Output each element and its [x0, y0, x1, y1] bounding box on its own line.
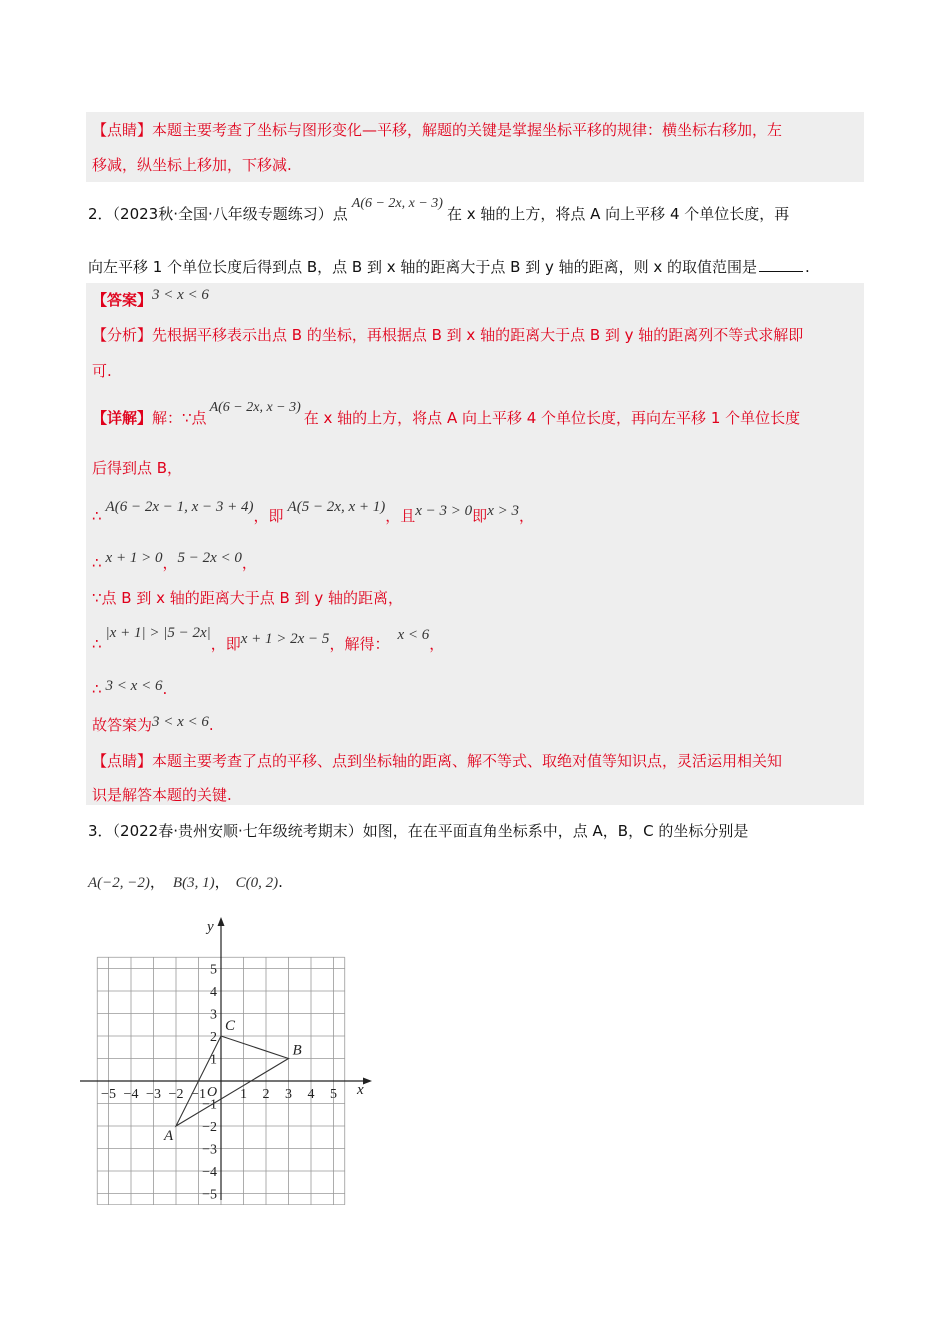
comma: ， — [149, 873, 165, 891]
x-tick-label: 2 — [262, 1087, 270, 1102]
origin-label: O — [207, 1085, 218, 1100]
answer-tag: 【答案】 — [92, 291, 153, 309]
question-number: 2． — [88, 205, 113, 223]
question-text: 在 x 轴的上方，将点 A 向上平移 4 个单位长度，再 — [446, 205, 790, 223]
text-qie: ，且 — [385, 507, 416, 525]
analysis-line-2: 可. — [92, 362, 112, 380]
point-label-a: A — [164, 1128, 174, 1144]
y-axis-label: y — [207, 919, 214, 935]
analysis-line-1: 【分析】先根据平移表示出点 B 的坐标，再根据点 B 到 x 轴的距离大于点 B 到 y 轴的距离列不等式求解即 — [92, 326, 804, 344]
therefore-symbol: ∴ — [92, 680, 102, 698]
final-answer-text: 故答案为 — [92, 716, 153, 734]
tick-labels — [101, 963, 337, 1203]
step-signs — [92, 552, 257, 573]
key-point-line-2: 识是解答本题的关键. — [92, 786, 232, 804]
coord-b: B(3, 1) — [172, 875, 215, 891]
detail-text-2: 在 x 轴的上方，将点 A 向上平移 4 个单位长度，再向左平移 1 个单位长度 — [303, 409, 801, 427]
expr-x-lt-6: x < 6 — [397, 627, 430, 643]
point-label-b: B — [292, 1042, 302, 1059]
x-tick-label: −2 — [168, 1087, 184, 1102]
answer-line — [92, 289, 209, 310]
step-condition: ∵点 B 到 x 轴的距离大于点 B 到 y 轴的距离， — [92, 589, 404, 607]
solution-box — [86, 283, 864, 805]
step-solve — [92, 625, 445, 654]
question-3-line-1: 3．（2022春·贵州安顺·七年级统考期末）如图，在在平面直角坐标系中，点 A，B，C 的坐标分别是 — [88, 822, 749, 840]
point-label-c: C — [225, 1018, 236, 1034]
question-text-2: 向左平移 1 个单位长度后得到点 B，点 B 到 x 轴的距离大于点 B 到 y 轴的距离，则 x 的取值范围是 — [88, 258, 758, 276]
x-tick-label: −5 — [101, 1087, 116, 1102]
question-2-line-2 — [88, 256, 810, 277]
question-source: （2023秋·全国·八年级专题练习）点 — [112, 205, 348, 223]
detail-point-expression: A(6 − 2x, x − 3) — [209, 400, 301, 415]
key-point-line-1: 【点睛】本题主要考查了坐标与图形变化—平移，解题的关键是掌握坐标平移的规律：横坐标右移加，左 — [92, 121, 783, 139]
y-tick-label: −2 — [202, 1120, 217, 1135]
comma: ， — [162, 554, 178, 572]
comma: ， — [429, 635, 445, 653]
text-solve: ，解得： — [329, 635, 390, 653]
detail-tag: 【详解】 — [92, 409, 153, 427]
point-a-expression: A(6 − 2x, x − 3) — [351, 196, 443, 211]
x-tick-label: −3 — [146, 1087, 161, 1102]
detail-line-1 — [92, 400, 801, 428]
y-tick-label: 3 — [210, 1007, 217, 1023]
expr-range: 3 < x < 6 — [105, 678, 163, 694]
coordinate-graph — [80, 915, 380, 1205]
y-tick-label: 1 — [210, 1052, 217, 1068]
expr-condition: x − 3 > 0 — [415, 503, 473, 519]
therefore-symbol: ∴ — [92, 635, 102, 653]
x-axis-arrow — [363, 1078, 372, 1085]
comma: ， — [518, 507, 534, 525]
y-tick-label: 5 — [210, 962, 217, 978]
period: . — [805, 258, 810, 276]
answer-blank[interactable] — [759, 271, 803, 272]
therefore-symbol: ∴ — [92, 554, 102, 572]
period: . — [208, 716, 214, 734]
y-tick-label: −3 — [202, 1142, 217, 1158]
final-answer-expr: 3 < x < 6 — [152, 714, 209, 730]
text-ji: ，即 — [253, 507, 284, 525]
x-tick-label: −4 — [123, 1087, 139, 1102]
question-2-line-1 — [88, 196, 790, 224]
y-tick-label: 4 — [210, 985, 217, 1000]
period: . — [278, 873, 283, 891]
y-tick-label: −4 — [202, 1165, 217, 1180]
x-tick-label: 3 — [285, 1087, 292, 1102]
key-point-line-2: 移减，纵坐标上移加，下移减. — [92, 156, 292, 174]
coord-a: A(−2, −2) — [88, 875, 150, 891]
detail-line-2: 后得到点 B， — [92, 459, 183, 477]
detail-text: 解：∵点 — [152, 409, 207, 427]
y-tick-label: −5 — [202, 1187, 217, 1203]
step-translation — [92, 499, 534, 526]
comma: ， — [241, 554, 257, 572]
therefore-symbol: ∴ — [92, 507, 102, 525]
expr-absolute-inequality: |x + 1| > |5 − 2x| — [105, 625, 211, 641]
expr-point-b: A(5 − 2x, x + 1) — [287, 499, 386, 515]
x-tick-label: 1 — [240, 1087, 247, 1102]
period: . — [162, 680, 168, 698]
x-tick-label: 4 — [307, 1087, 315, 1102]
x-tick-label: 5 — [330, 1087, 337, 1102]
expr-x-plus-1-positive: x + 1 > 0 — [105, 550, 163, 566]
comma: ， — [214, 873, 230, 891]
key-point-box-1 — [86, 112, 864, 182]
x-axis-label: x — [357, 1082, 364, 1098]
expr-linear-inequality: x + 1 > 2x − 5 — [240, 631, 330, 647]
expr-translated-point: A(6 − 2x − 1, x − 3 + 4) — [105, 499, 254, 515]
text-ji: ，即 — [210, 635, 241, 653]
final-answer-line — [92, 714, 214, 735]
coord-c: C(0, 2) — [235, 875, 279, 891]
key-point-line-1: 【点睛】本题主要考查了点的平移、点到坐标轴的距离、解不等式、取绝对值等知识点，灵活运用相关知 — [92, 752, 783, 770]
y-tick-label: −1 — [202, 1097, 217, 1113]
answer-value: 3 < x < 6 — [152, 287, 209, 303]
step-result — [92, 680, 167, 699]
expr-x-gt-3: x > 3 — [487, 503, 519, 519]
text-ji-2: 即 — [472, 507, 488, 525]
question-3-coordinates — [88, 871, 283, 892]
expr-5-minus-2x-negative: 5 − 2x < 0 — [177, 550, 242, 566]
y-tick-label: 2 — [210, 1030, 217, 1045]
x-tick-label: −1 — [191, 1087, 206, 1102]
y-axis-arrow — [218, 917, 225, 926]
